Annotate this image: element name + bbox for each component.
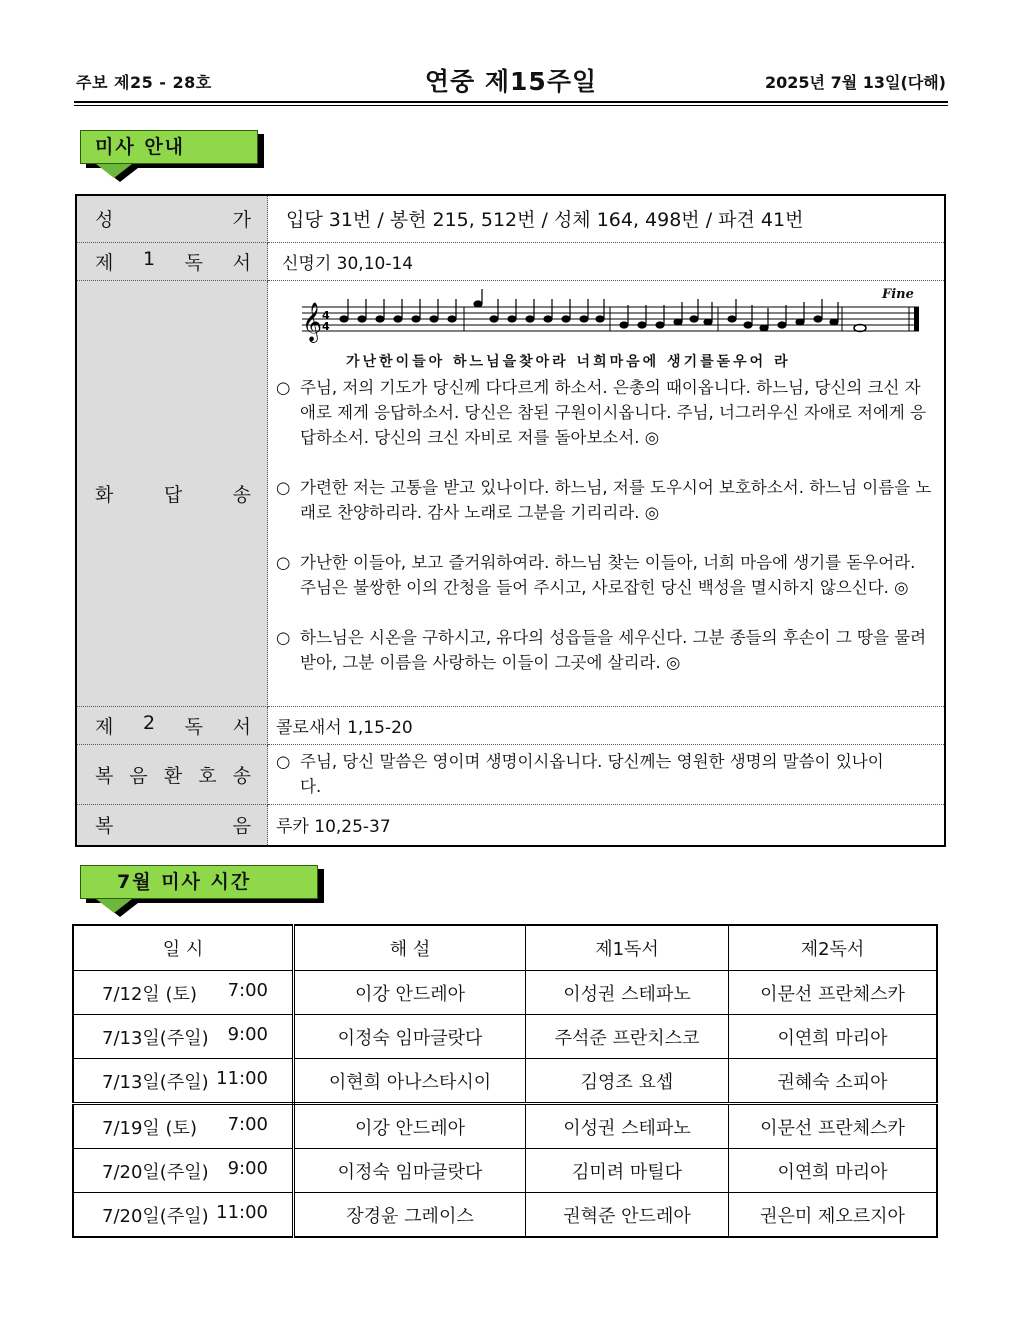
issue-date: 2025년 7월 13일(다해) (765, 73, 946, 92)
row-gospel (76, 804, 945, 846)
music-fine-mark: Fine (882, 286, 914, 302)
header-rule (74, 101, 948, 103)
issue-number: 주보 제25 - 28호 (76, 73, 212, 92)
table-row (73, 1104, 937, 1149)
label-first-reading: 제 1 독 서 (76, 242, 268, 280)
schedule-badge-label: 7월 미사 시간 (80, 865, 318, 899)
label-second-reading: 제 2 독 서 (76, 706, 268, 744)
mass-time: 11:00 (216, 1201, 268, 1223)
music-staff-icon (294, 286, 934, 347)
first-reader: 김미려 마틸다 (526, 1149, 729, 1193)
svg-text:4: 4 (322, 319, 330, 333)
second-reader: 이문선 프란체스카 (729, 971, 938, 1015)
header-commentator: 해 설 (294, 925, 526, 971)
psalm-verse: ○ 가난한 이들아, 보고 즐거워하여라. 하느님 찾는 이들아, 너희 마음에 생기를 돋우어라. 주님은 불쌍한 이의 간청을 들어 주시고, 사로잡힌 당신 백성을 멸시하지 않으신다. ◎ (276, 552, 916, 597)
second-reader: 이연희 마리아 (729, 1149, 938, 1193)
label-gospel-acclamation: 복 음 환 호 송 (76, 744, 268, 804)
first-reader: 주석준 프란치스코 (526, 1015, 729, 1059)
psalm-content (268, 280, 946, 706)
mass-time: 7:00 (227, 1113, 268, 1135)
row-second-reading (76, 706, 945, 744)
badge-arrow-icon (96, 899, 132, 913)
header-first-reader: 제1독서 (526, 925, 729, 971)
mass-day: 7/13일(주일) (102, 1071, 209, 1093)
psalm-verse: ○ 주님, 저의 기도가 당신께 다다르게 하소서. 은총의 때이옵니다. 하느님, 당신의 크신 자애로 제게 응답하소서. 당신은 참된 구원이시옵니다. 주님, 너그러우신 자애로 저에게 응답하소서. 당신의 크신 자비로 저를 돌아보소서. ◎ (276, 377, 927, 447)
commentator: 이정숙 임마글랏다 (294, 1149, 526, 1193)
first-reader: 이성권 스테파노 (526, 1104, 729, 1149)
hymn-numbers: 입당 31번 / 봉헌 215, 512번 / 성체 164, 498번 / 파견 41번 (268, 195, 946, 242)
table-row (73, 1059, 937, 1104)
mass-time: 9:00 (227, 1157, 268, 1179)
commentator: 이현희 아나스타시이 (294, 1059, 526, 1104)
svg-text:4: 4 (322, 308, 330, 322)
first-reader: 이성권 스테파노 (526, 971, 729, 1015)
row-psalm (76, 280, 945, 706)
table-row (73, 971, 937, 1015)
schedule-header-row (73, 925, 937, 971)
first-reader: 김영조 요셉 (526, 1059, 729, 1104)
row-first-reading (76, 242, 945, 280)
mass-time: 9:00 (227, 1023, 268, 1045)
mass-day: 7/13일(주일) (102, 1027, 209, 1049)
bulletin-header (74, 62, 948, 102)
second-reading-ref: 콜로새서 1,15-20 (268, 706, 946, 744)
psalm-verse: ○ 하느님은 시온을 구하시고, 유다의 성읍들을 세우신다. 그분 종들의 후손이 그 땅을 물려받아, 그분 이름을 사랑하는 이들이 그곳에 살리라. ◎ (276, 627, 927, 672)
row-gospel-acclamation (76, 744, 945, 804)
table-row (73, 1015, 937, 1059)
schedule-badge (80, 865, 318, 899)
second-reader: 이문선 프란체스카 (729, 1104, 938, 1149)
mass-day: 7/12일 (토) (102, 983, 197, 1005)
mass-day: 7/19일 (토) (102, 1117, 197, 1139)
first-reading-ref: 신명기 30,10-14 (268, 242, 946, 280)
music-lyrics: 가난한이들아 하느님을찾아라 너희마음에 생기를돋우어 라 (346, 353, 791, 370)
commentator: 이정숙 임마글랏다 (294, 1015, 526, 1059)
gospel-acclamation-text: ○ 주님, 당신 말씀은 영이며 생명이시옵니다. 당신께는 영원한 생명의 말씀이 있나이다. (268, 744, 946, 804)
second-reader: 권은미 제오르지아 (729, 1193, 938, 1238)
commentator: 이강 안드레아 (294, 1104, 526, 1149)
header-datetime: 일 시 (73, 925, 294, 971)
second-reader: 권혜숙 소피아 (729, 1059, 938, 1104)
label-psalm: 화 답 송 (76, 280, 268, 706)
header-rule-thin (74, 105, 948, 106)
header-second-reader: 제2독서 (729, 925, 938, 971)
badge-arrow-icon (96, 164, 132, 178)
commentator: 이강 안드레아 (294, 971, 526, 1015)
mass-time: 11:00 (216, 1067, 268, 1089)
label-hymn: 성 가 (76, 195, 268, 242)
mass-day: 7/20일(주일) (102, 1205, 209, 1227)
second-reader: 이연희 마리아 (729, 1015, 938, 1059)
mass-guide-badge-label: 미사 안내 (80, 130, 258, 164)
svg-text:𝄞: 𝄞 (302, 301, 323, 342)
mass-time: 7:00 (227, 979, 268, 1001)
table-row (73, 1149, 937, 1193)
table-row (73, 1193, 937, 1238)
mass-guide-table (75, 194, 946, 847)
mass-schedule-table (72, 924, 938, 1238)
commentator: 장경윤 그레이스 (294, 1193, 526, 1238)
mass-day: 7/20일(주일) (102, 1161, 209, 1183)
page-title: 연중 제15주일 (424, 67, 598, 96)
psalm-verse: ○ 가련한 저는 고통을 받고 있나이다. 하느님, 저를 도우시어 보호하소서. 하느님 이름을 노래로 찬양하리라. 감사 노래로 그분을 기리리라. ◎ (276, 477, 932, 522)
music-score (276, 286, 934, 371)
label-gospel: 복 음 (76, 804, 268, 846)
gospel-ref: 루카 10,25-37 (268, 804, 946, 846)
first-reader: 권혁준 안드레아 (526, 1193, 729, 1238)
mass-guide-badge (80, 130, 258, 164)
row-hymn (76, 195, 945, 242)
